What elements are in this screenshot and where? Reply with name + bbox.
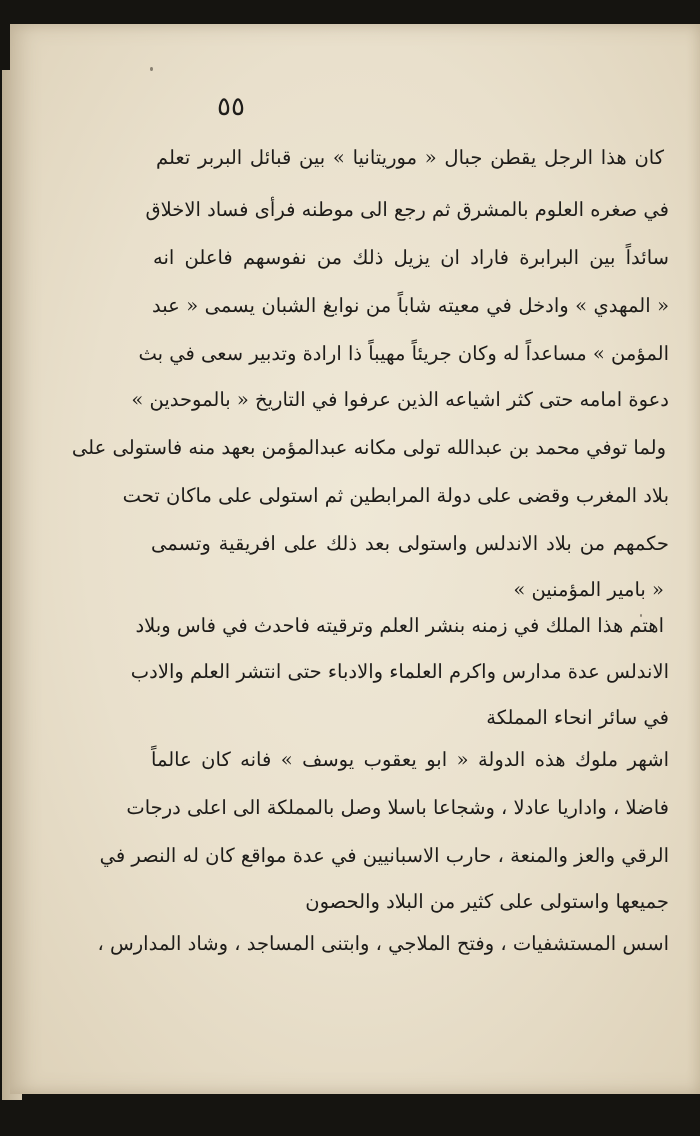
paper-speck (150, 67, 153, 71)
text-line: اشهر ملوك هذه الدولة « ابو يعقوب يوسف » فانه كان عالماً (151, 748, 669, 771)
text-line: فاضلا ، واداريا عادلا ، وشجاعا باسلا وصل بالمملكة الى اعلى درجات (126, 796, 669, 819)
text-line: في صغره العلوم بالمشرق ثم رجع الى موطنه فرأى فساد الاخلاق (145, 198, 669, 221)
text-line: الرقي والعز والمنعة ، حارب الاسبانيين في عدة مواقع كان له النصر في (99, 844, 669, 867)
text-line: « بامير المؤمنين » (513, 578, 664, 601)
text-line: دعوة امامه حتى كثر اشياعه الذين عرفوا في التاريخ « بالموحدين » (131, 388, 669, 411)
text-line: جميعها واستولى على كثير من البلاد والحصون (305, 890, 669, 913)
text-line: اهتم هذا الملك في زمنه بنشر العلم وترقيته فاحدث في فاس وبلاد (135, 614, 664, 637)
text-line: ولما توفي محمد بن عبدالله تولى مكانه عبدالمؤمن بعهد منه فاستولى على (71, 436, 666, 459)
text-line: اسس المستشفيات ، وفتح الملاجي ، وابتنى المساجد ، وشاد المدارس ، (97, 932, 669, 955)
text-line: كان هذا الرجل يقطن جبال « موريتانيا » بين قبائل البربر تعلم (156, 146, 664, 169)
text-line: بلاد المغرب وقضى على دولة المرابطين ثم استولى على ماكان تحت (122, 484, 669, 507)
text-line: « المهدي » وادخل في معيته شاباً من نوابغ الشبان يسمى « عبد (152, 294, 669, 317)
text-line: المؤمن » مساعداً له وكان جريئاً مهيباً ذا ارادة وتدبير سعى في بث (138, 342, 669, 365)
text-line: حكمهم من بلاد الاندلس واستولى بعد ذلك على افريقية وتسمى (151, 532, 669, 555)
text-line: في سائر انحاء المملكة (486, 706, 669, 729)
text-line: الاندلس عدة مدارس واكرم العلماء والادباء حتى انتشر العلم والادب (130, 660, 669, 683)
book-page (10, 24, 700, 1094)
text-line: سائداً بين البرابرة فاراد ان يزيل ذلك من نفوسهم فاعلن انه (153, 246, 669, 269)
page-number: ٥٥ (217, 92, 245, 122)
